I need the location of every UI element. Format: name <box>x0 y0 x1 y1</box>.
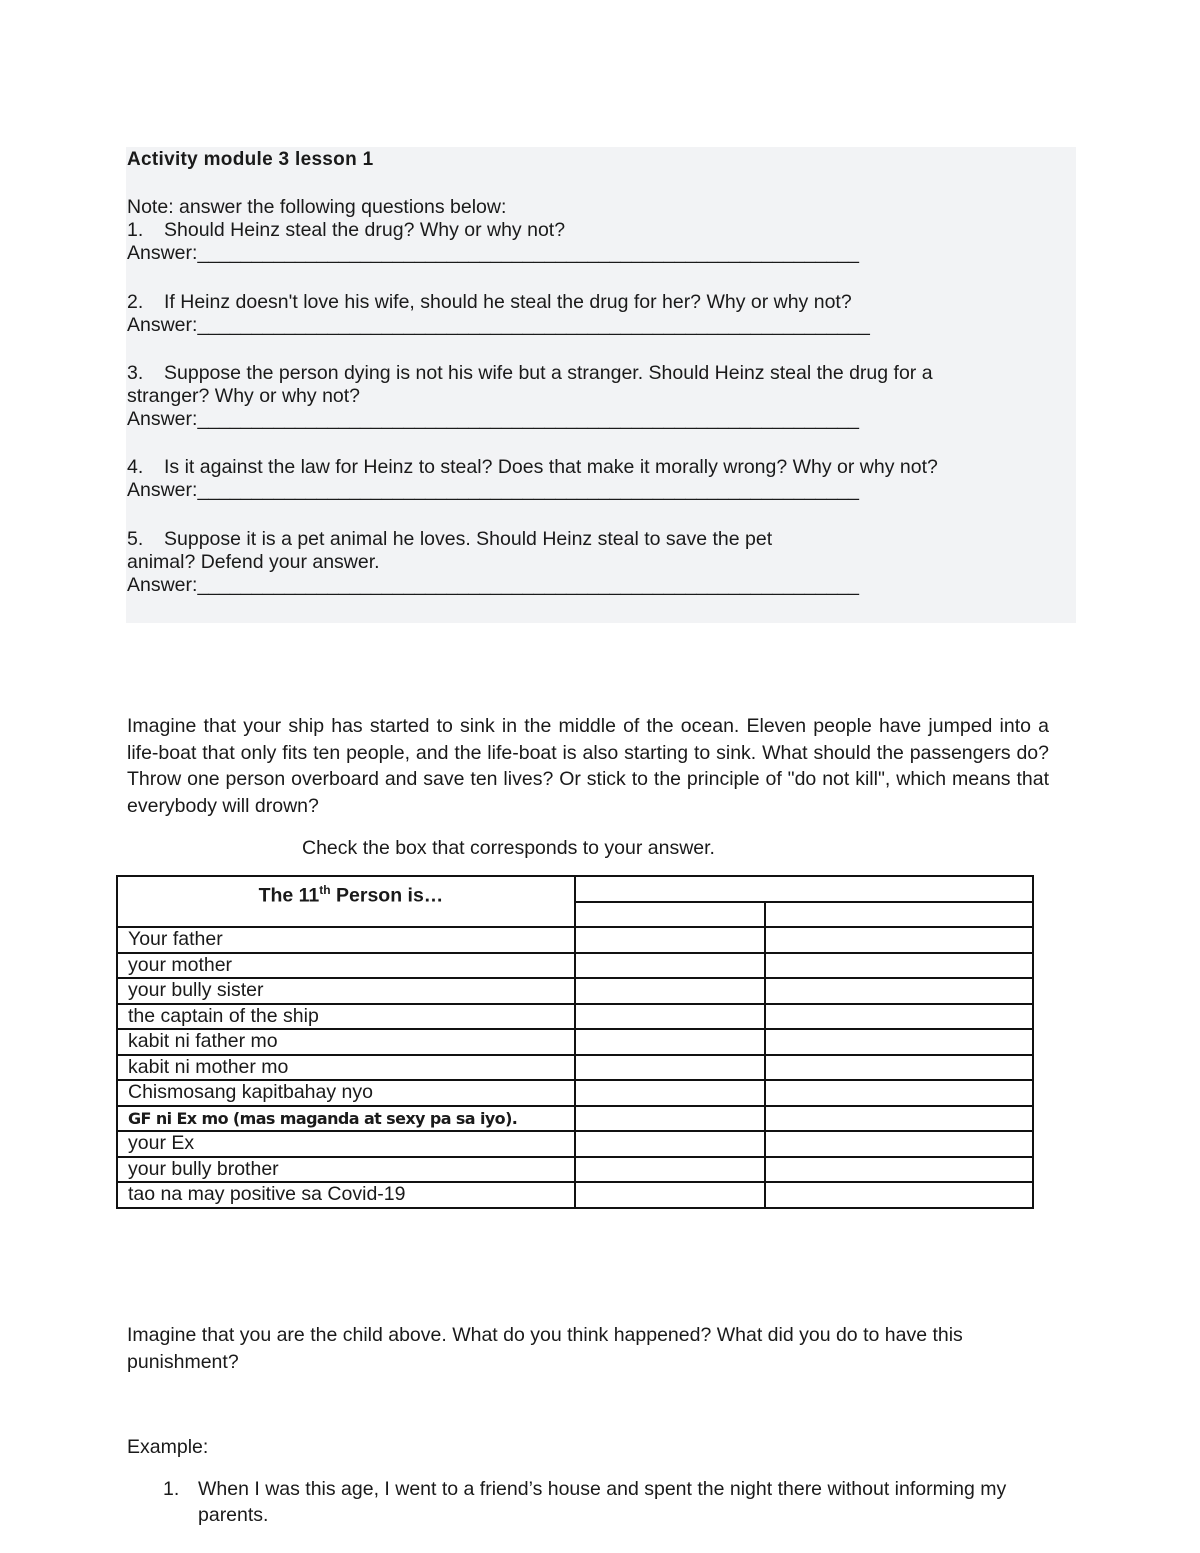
table-row <box>117 953 1033 979</box>
answer-line-5: Answer:_____________________________________________________________ <box>127 574 859 596</box>
header-text: The 11 <box>258 884 320 907</box>
checkbox-cell[interactable] <box>575 1055 765 1081</box>
person-cell: your bully brother <box>117 1157 575 1183</box>
table-row <box>117 1106 1033 1132</box>
question-2 <box>127 291 852 314</box>
person-cell: tao na may positive sa Covid-19 <box>117 1182 575 1208</box>
table-header-cell <box>117 876 575 927</box>
answer-line-2: Answer:______________________________________________________________ <box>127 314 870 336</box>
person-cell: kabit ni mother mo <box>117 1055 575 1081</box>
table-row <box>117 927 1033 953</box>
person-cell: your bully sister <box>117 978 575 1004</box>
checkbox-cell[interactable] <box>765 1029 1034 1055</box>
question-text: Should Heinz steal the drug? Why or why not? <box>164 219 566 241</box>
checkbox-cell[interactable] <box>575 1004 765 1030</box>
checkbox-cell[interactable] <box>765 978 1034 1004</box>
checkbox-cell[interactable] <box>575 1029 765 1055</box>
checkbox-cell[interactable] <box>765 927 1034 953</box>
example-label: Example: <box>127 1436 209 1458</box>
question-number: 4. <box>127 456 144 478</box>
option-subheader-cell-2 <box>765 902 1034 928</box>
question-4 <box>127 456 938 479</box>
example-text: When I was this age, I went to a friend’s house and spent the night there without informing my parents. <box>198 1478 1007 1526</box>
example-item <box>163 1476 1068 1528</box>
checkbox-cell[interactable] <box>575 1106 765 1132</box>
table-header-row <box>117 876 1033 902</box>
checkbox-cell[interactable] <box>765 1004 1034 1030</box>
table-row <box>117 1182 1033 1208</box>
checkbox-cell[interactable] <box>765 1055 1034 1081</box>
choice-table <box>116 875 1034 1209</box>
header-suffix: Person is… <box>330 884 444 907</box>
table-row <box>117 1055 1033 1081</box>
person-cell: Your father <box>117 927 575 953</box>
activity-title: Activity module 3 lesson 1 <box>127 149 374 170</box>
checkbox-cell[interactable] <box>575 927 765 953</box>
answer-line-4: Answer:_____________________________________________________________ <box>127 479 859 501</box>
checkbox-cell[interactable] <box>575 953 765 979</box>
table-row <box>117 1157 1033 1183</box>
question-text: Suppose the person dying is not his wife but a stranger. Should Heinz steal the drug for a <box>164 362 933 384</box>
person-cell: your Ex <box>117 1131 575 1157</box>
checkbox-cell[interactable] <box>575 1080 765 1106</box>
check-instruction: Check the box that corresponds to your answer. <box>302 837 715 859</box>
checkbox-cell[interactable] <box>575 978 765 1004</box>
question-text: Suppose it is a pet animal he loves. Should Heinz steal to save the pet <box>164 528 773 550</box>
option-subheader-cell-1 <box>575 902 765 928</box>
question-5 <box>127 528 772 551</box>
punishment-paragraph: Imagine that you are the child above. What do you think happened? What did you do to have this punishment? <box>127 1324 963 1373</box>
checkbox-cell[interactable] <box>765 1157 1034 1183</box>
question-number: 5. <box>127 528 144 550</box>
table-row <box>117 1029 1033 1055</box>
checkbox-cell[interactable] <box>765 953 1034 979</box>
question-number: 2. <box>127 291 144 313</box>
person-cell: your mother <box>117 953 575 979</box>
answer-line-1: Answer:_____________________________________________________________ <box>127 242 859 264</box>
table-row <box>117 1131 1033 1157</box>
checkbox-cell[interactable] <box>765 1131 1034 1157</box>
checkbox-cell[interactable] <box>575 1182 765 1208</box>
person-cell: Chismosang kapitbahay nyo <box>117 1080 575 1106</box>
question-text: Is it against the law for Heinz to steal? Does that make it morally wrong? Why or why not? <box>164 456 938 478</box>
question-1 <box>127 219 565 242</box>
answer-line-3: Answer:_____________________________________________________________ <box>127 408 859 430</box>
checkbox-cell[interactable] <box>765 1182 1034 1208</box>
option-header-cell <box>575 876 1033 902</box>
question-text: If Heinz doesn't love his wife, should he steal the drug for her? Why or why not? <box>164 291 852 313</box>
table-row <box>117 1004 1033 1030</box>
table-row <box>117 978 1033 1004</box>
question-number: 3. <box>127 362 144 384</box>
example-number: 1. <box>163 1478 180 1500</box>
activity-note: Note: answer the following questions below: <box>127 196 507 218</box>
question-3 <box>127 362 933 385</box>
checkbox-cell[interactable] <box>765 1080 1034 1106</box>
checkbox-cell[interactable] <box>575 1157 765 1183</box>
question-5-cont: animal? Defend your answer. <box>127 551 380 573</box>
person-cell: the captain of the ship <box>117 1004 575 1030</box>
question-number: 1. <box>127 219 144 241</box>
person-cell: kabit ni father mo <box>117 1029 575 1055</box>
question-3-cont: stranger? Why or why not? <box>127 385 361 407</box>
header-sup: th <box>319 883 331 897</box>
table-row <box>117 1080 1033 1106</box>
person-cell: GF ni Ex mo (mas maganda at sexy pa sa iyo). <box>117 1106 575 1132</box>
checkbox-cell[interactable] <box>575 1131 765 1157</box>
checkbox-cell[interactable] <box>765 1106 1034 1132</box>
scenario-paragraph: Imagine that your ship has started to sink in the middle of the ocean. Eleven people have jumped into a life-boat that only fits ten people, and the life-boat is also starting to sink. What should the passengers do? Throw one person overboard and save ten lives? Or stick to the principle of "do not kill", which means that everybody will drown? <box>127 715 1049 817</box>
